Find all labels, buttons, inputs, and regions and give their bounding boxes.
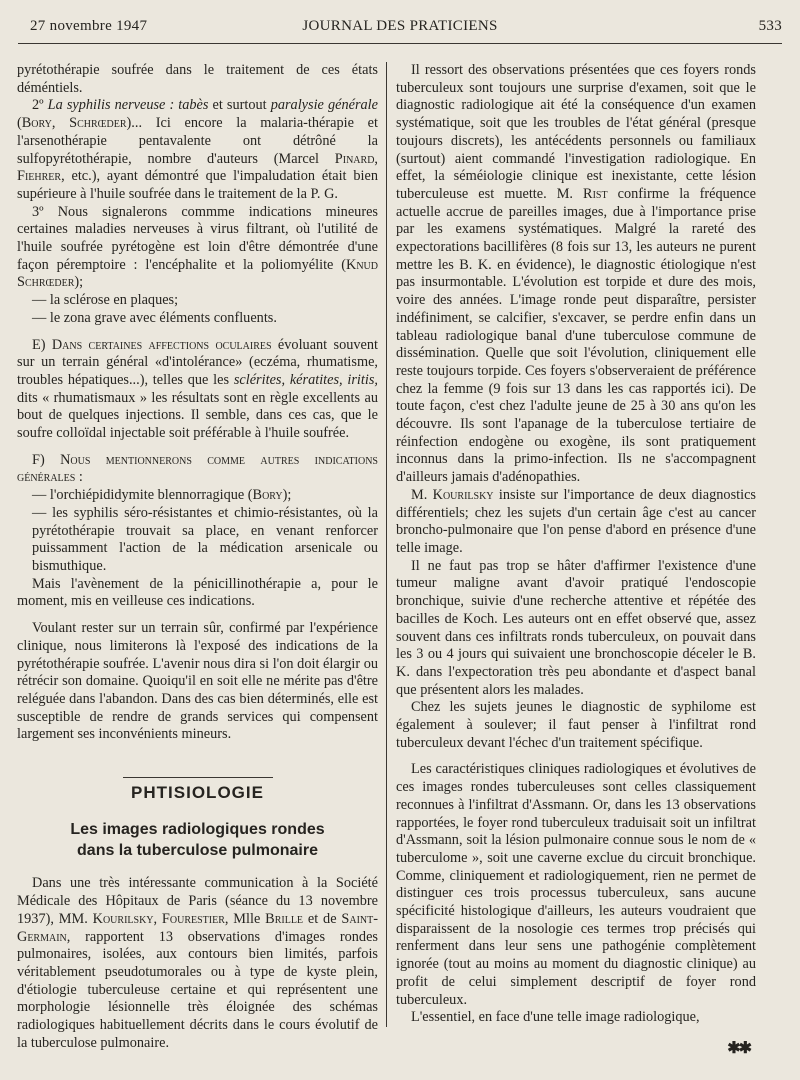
paragraph: Il ne faut pas trop se hâter d'affirmer l'existence d'une tumeur maligne avant d'avoir pratiqué l'endoscopie bronchique, suivie d'une recherche attentive et répétée des bacilles de Koch. Les auteurs ont en effet observé que, assez souvent dans ces infiltrats ronds tuberculeux, on pouvait dans les 3 ou 4 jours qui suivaient une bronchoscopie déceler le B. K. dans l'expectoration très peu abondante et d'aspect banal que présentent alors les malades. (396, 557, 756, 698)
paragraph: 2º La syphilis nerveuse : tabès et surtout paralysie générale (Bory, Schrœder)... Ici encore la malaria-thérapie et l'arsenothérapie pentavalente ont détrôné la sulfopyrétothérapie, nombre d'auteurs (Marcel Pinard, Fiehrer, etc.), ayant démontré que l'impaludation était bien supérieure à l'huile soufrée dans le traitement de la P. G. (17, 97, 378, 202)
paragraph: Il ressort des observations présentées que ces foyers ronds tuberculeux sont toujours une surprise d'examen, soit que le diagnostic radiologique ait été la conséquence d'un examen systématique, soit que les troubles de l'état général (presque toujours discrets), les antécédents personnels ou familiaux (surtout) aient commandé l'investigation radiologique. En effet, la séméiologie clinique est inexistante, cette lésion tuberculeuse est muette. M. Rist confirme la fréquence actuelle accrue de pareilles images, due à l'importance prise par les examens systématiques. Malgré la rareté des expectorations bacillifères (8 fois sur 13, les auteurs ne purent mettre les B. K. en évidence), le diagnostic étiologique n'est pas insurmontable. L'évolution est torpide et dure des mois, voire des années. L'image ronde peut disparaître, persister indéfiniment, se calcifier, s'excaver, se perdre enfin dans un tableau radiologique banal d'une tuberculose commune de dissémination. Quelle que soit l'évolution, cliniquement elle reste toujours torpide. Ces foyers s'observeraient de préférence chez la femme (9 fois sur 13 dans les cas rapportés ici). De toute façon, c'est chez l'adulte jeune de 25 à 30 ans qu'on les découvre. Ils sont l'apanage de la tuberculose tertiaire de réinfection endogène ou exogène, ils sont pratiquement inconnus dans la primo-infection. Ils ne s'accompagnent d'ailleurs jamais d'adénopathies. (396, 62, 756, 486)
list-item: — l'orchiépididymite blennorragique (Bory); (32, 487, 292, 504)
paragraph: pyrétothérapie soufrée dans le traitement de ces états déméntiels. (17, 62, 378, 96)
section-rule (123, 777, 273, 778)
list-item: — la sclérose en plaques; (32, 292, 179, 309)
paragraph: F) Nous mentionnerons comme autres indications générales : (17, 451, 378, 486)
paragraph: Les caractéristiques cliniques radiologiques et évolutives de ces images rondes tuberculeuses sont celles classiquement reconnues à l'infiltrat d'Assmann. Or, dans les 13 observations rapportées, le foyer rond tuberculeux traduisait soit un infiltrat d'Assmann, soit la lésion pulmonaire connue sous le nom de « tuberculome », soit une caverne exclue du circuit bronchique. Comme, cliniquement et radiologiquement, rien ne permet de distinguer ces trois processus tuberculeux, sans aucune spécificité histologique d'ailleurs, les auteurs voudraient que disparaissent de la nosologie ces termes trop précisés qui renferment dans leur sens une pathogénie complètement ignorée (tout au moins au moment du diagnostic clinique) au profit de celui simplement descriptif de foyer rond tuberculeux. (396, 761, 756, 1008)
issue-date: 27 novembre 1947 (30, 18, 148, 34)
list-item: — le zona grave avec éléments confluents. (32, 309, 277, 326)
page-header (18, 18, 782, 42)
section-heading (17, 766, 378, 801)
list-item: — les syphilis séro-résistantes et chimio-résistantes, où la pyrétothérapie trouvait sa place, en venant renforcer puissamment l'action de la médication arsenicale ou bismuthique. (32, 504, 378, 574)
paragraph: L'essentiel, en face d'une telle image radiologique, (411, 1009, 700, 1026)
paragraph: M. Kourilsky insiste sur l'importance de deux diagnostics différentiels; chez les sujets d'un certain âge c'est au cancer broncho-pulmonaire que l'on pense d'abord en présence d'une telle image. (396, 486, 756, 556)
paragraph: E) Dans certaines affections oculaires évoluant souvent sur un terrain général «d'intolérance» (eczéma, rhumatisme, troubles hépatiques...), telles que les sclérites, kératites, iritis, dits « rhumatismaux » les résultats sont en règle excellents au bout de quelques injections. Il semble, dans ces cas, que le soufre colloïdal injectable soit préférable à l'huile soufrée. (17, 336, 378, 442)
journal-title: JOURNAL DES PRATICIENS (302, 18, 498, 34)
left-column (17, 62, 378, 1052)
article-title: Les images radiologiques rondes dans la tuberculose pulmonaire (70, 821, 325, 860)
column-divider (386, 62, 387, 1027)
paragraph: Chez les sujets jeunes le diagnostic de syphilome est également à soulever; il faut penser à l'infiltrat rond tuberculeux devant l'échec d'un traitement spécifique. (396, 699, 756, 751)
section-title: PHTISIOLOGIE (131, 782, 264, 802)
header-rule (18, 43, 782, 44)
continuation-mark: ✱✱ (727, 1040, 750, 1057)
paragraph: Voulant rester sur un terrain sûr, confirmé par l'expérience clinique, nous limiterons là l'exposé des indications de la pyrétothérapie soufrée. L'avenir nous dira si l'on doit élargir ou rétrécir son domaine. Quoiqu'il en soit elle ne mérite pas d'être reléguée dans l'abandon. Dans des cas bien déterminés, elle est susceptible de rendre de grands services qui compensent largement ses inconvénients mineurs. (17, 620, 378, 743)
paragraph: 3º Nous signalerons commme indications mineures certaines maladies nerveuses à virus filtrant, où l'utilité de l'huile soufrée pyrétogène est loin d'être démontrée d'une façon péremptoire : l'encéphalite et la poliomyélite (Knud Schrœder); (17, 203, 378, 291)
page-number: 533 (758, 18, 782, 34)
paragraph: Dans une très intéressante communication à la Société Médicale des Hôpitaux de Paris (séance du 13 novembre 1937), MM. Kourilsky, Fourestier, Mlle Brille et de Saint-Germain, rapportent 13 observations d'images rondes pulmonaires, isolées, aux contours bien limités, parfois véritablement pseudotumorales ou à type de kyste plein, d'étiologie tuberculeuse certaine et qui représentent une morphologie lésionnelle très éloignée des schémas radiologiques habituellement décrits dans le cours évolutif de la tuberculose pulmonaire. (17, 875, 379, 1051)
paragraph: Mais l'avènement de la pénicillinothérapie a, pour le moment, mis en veilleuse ces indications. (17, 575, 378, 610)
right-column (396, 62, 756, 1027)
